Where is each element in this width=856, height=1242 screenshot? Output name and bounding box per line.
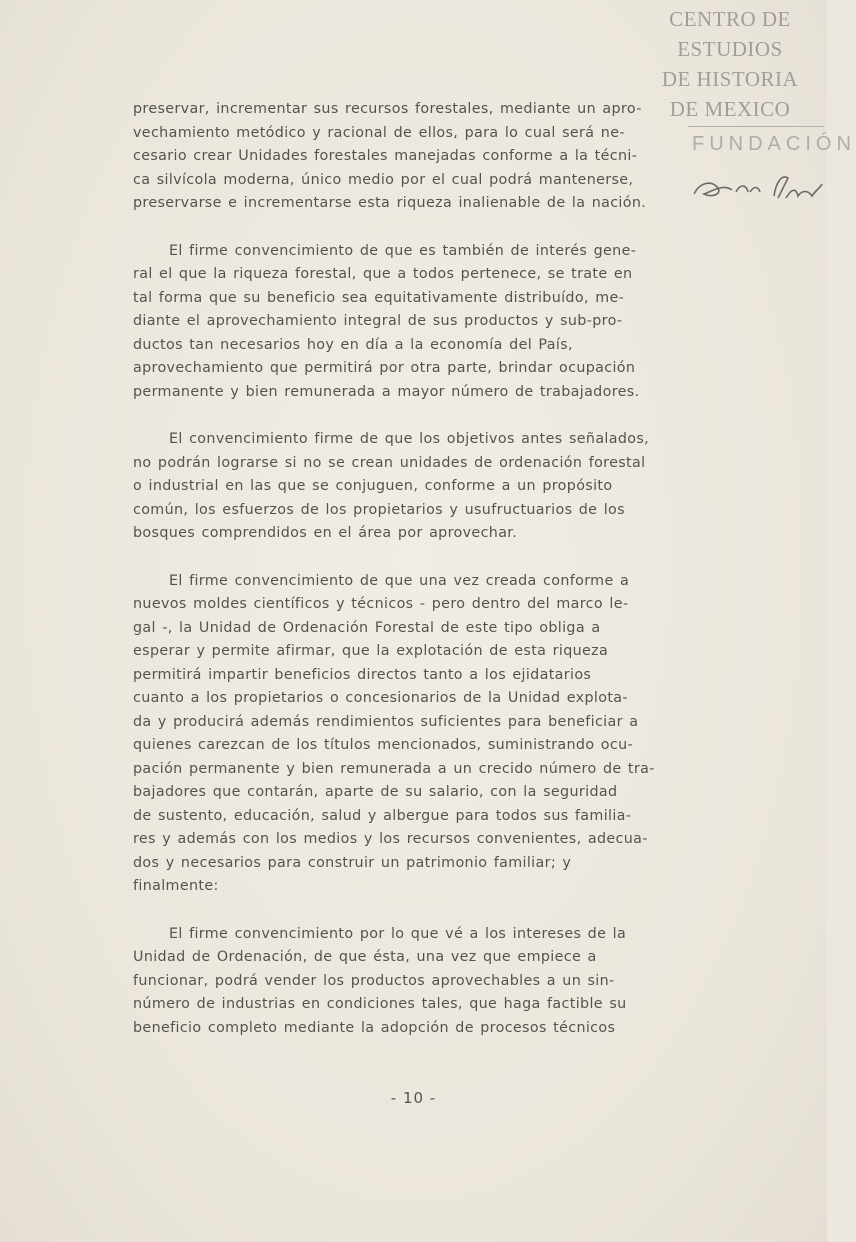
text-line: nuevos moldes científicos y técnicos - pero dentro del marco le- [133,596,629,612]
text-line: bosques comprendidos en el área por aprovechar. [133,525,518,541]
text-line: pación permanente y bien remunerada a un crecido número de tra- [133,760,655,777]
text-line: quienes carezcan de los títulos mencionados, suministrando ocu- [133,737,634,753]
body-text [133,98,727,1040]
text-line: cuanto a los propietarios o concesionarios de la Unidad explota- [133,690,628,706]
text-line: diante el aprovechamiento integral de sus productos y sub-pro- [133,313,623,329]
paragraph [133,240,727,405]
text-line: o industrial en las que se conjuguen, conforme a un propósito [133,478,613,494]
text-line: tal forma que su beneficio sea equitativamente distribuído, me- [133,289,625,306]
text-line: El convencimiento firme de que los objetivos antes señalados, [169,431,650,447]
text-line: cesario crear Unidades forestales manejadas conforme a la técni- [133,148,638,164]
text-line: no podrán lograrse si no se crean unidades de ordenación forestal [133,454,646,471]
page-number: - 10 - [390,1089,437,1107]
text-line: preservarse e incrementarse esta riqueza inalienable de la nación. [133,195,647,211]
text-line: esperar y permite afirmar, que la explotación de esta riqueza [133,643,609,659]
stamp-line: DE MEXICO [669,97,791,121]
text-line: ca silvícola moderna, único medio por el cual podrá mantenerse, [133,171,634,188]
text-line: Unidad de Ordenación, de que ésta, una vez que empiece a [133,949,597,965]
text-line: bajadores que contarán, aparte de su salario, con la seguridad [133,784,618,800]
text-line: gal -, la Unidad de Ordenación Forestal de este tipo obliga a [133,619,601,636]
stamp-fundacion: FUNDACIÓN [692,133,856,155]
text-line: número de industrias en condiciones tales, que haga factible su [133,996,627,1012]
stamp-line: DE HISTORIA [661,67,799,91]
text-line: permitirá impartir beneficios directos tanto a los ejidatarios [133,666,592,683]
text-line: El firme convencimiento por lo que vé a los intereses de la [169,925,627,942]
text-line: funcionar, podrá vender los productos aprovechables a un sin- [133,972,615,989]
text-line: El firme convencimiento de que es también de interés gene- [169,242,637,259]
text-line: común, los esfuerzos de los propietarios y usufructuarios de los [133,501,625,518]
text-line: aprovechamiento que permitirá por otra parte, brindar ocupación [133,360,636,376]
text-line: ductos tan necesarios hoy en día a la economía del País, [133,336,573,353]
stamp-line: ESTUDIOS [677,37,783,61]
text-line: beneficio completo mediante la adopción de procesos técnicos [133,1019,616,1036]
text-line: permanente y bien remunerada a mayor número de trabajadores. [133,383,640,400]
text-line: El firme convencimiento de que una vez creada conforme a [169,572,630,589]
paragraph [133,98,727,216]
text-line: ral el que la riqueza forestal, que a todos pertenece, se trate en [133,266,633,282]
paragraph [133,428,727,546]
paragraph [133,570,727,899]
text-line: preservar, incrementar sus recursos forestales, mediante un apro- [133,101,642,117]
text-line: vechamiento metódico y racional de ellos, para lo cual será ne- [133,124,625,141]
text-line: finalmente: [133,878,219,894]
stamp-line: CENTRO DE [669,7,791,31]
text-line: dos y necesarios para construir un patrimonio familiar; y [133,854,572,871]
paragraph [133,923,727,1041]
text-line: de sustento, educación, salud y albergue para todos sus familia- [133,807,632,824]
text-line: da y producirá además rendimientos suficientes para beneficiar a [133,713,639,730]
text-line: res y además con los medios y los recursos convenientes, adecua- [133,831,648,847]
